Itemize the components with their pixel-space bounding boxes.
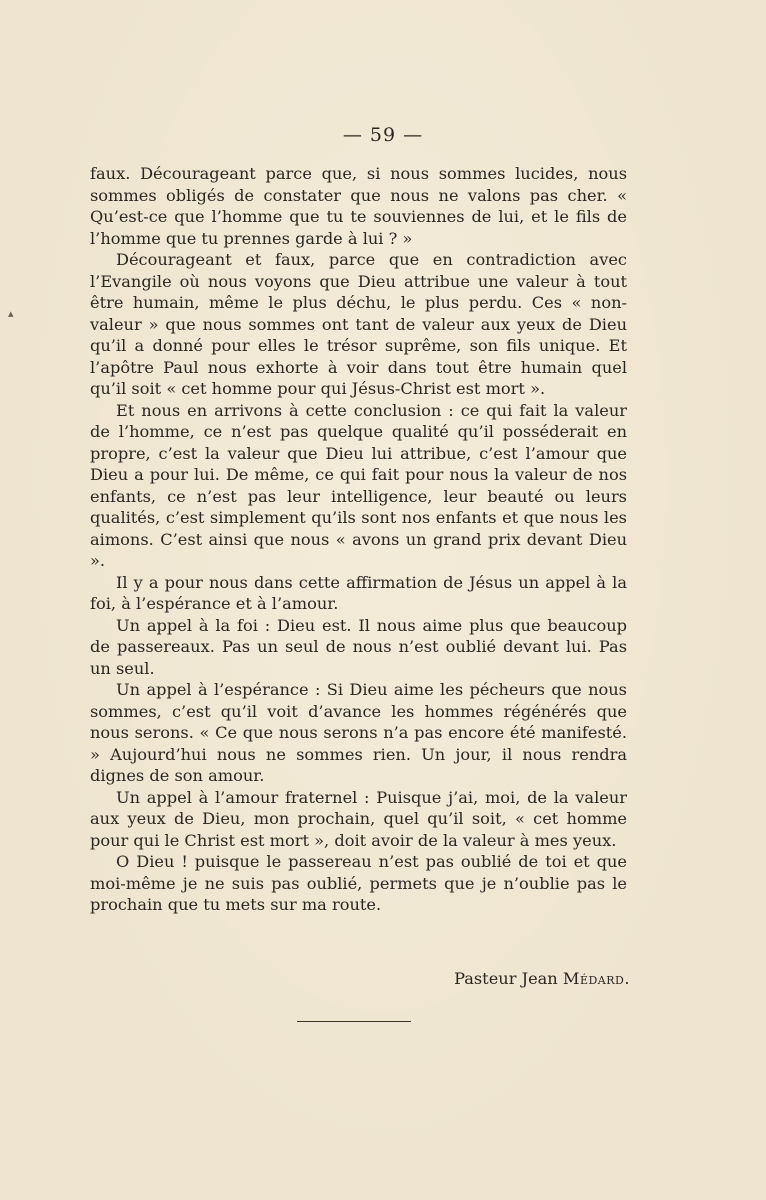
signature-surname: Médard. [562, 969, 630, 988]
paragraph: Et nous en arrivons à cette conclusion : ce qui fait la valeur de l’homme, ce n’est pas quelque qualité qu’il posséderait en propre, c’est la valeur que Dieu lui attribue, c’est l’amour que Dieu a pour lui. De même, ce qui fait pour nous la valeur de nos enfants, ce n’est pas leur intelligence, leur beauté ou leurs qualités, c’est simplement qu’ils sont nos enfants et que nous les aimons. C’est ainsi que nous « avons un grand prix devant Dieu ». [90, 400, 627, 570]
paragraph: Il y a pour nous dans cette affirmation de Jésus un appel à la foi, à l’espérance et à l’amour. [90, 572, 627, 613]
paragraph: Décourageant et faux, parce que en contradiction avec l’Evangile où nous voyons que Dieu attribue une valeur à tout être humain, même le plus déchu, le plus perdu. Ces « non-valeur » que nous sommes ont tant de valeur aux yeux de Dieu qu’il a donné pour elles le trésor suprême, son fils unique. Et l’apôtre Paul nous exhorte à voir dans tout être humain quel qu’il soit « cet homme pour qui Jésus-Christ est mort ». [90, 250, 627, 398]
paragraph: Un appel à l’espérance : Si Dieu aime les pécheurs que nous sommes, c’est qu’il voit d’avance les hommes régénérés que nous serons. « Ce que nous serons n’a pas encore été manifesté. » Aujourd’hui nous ne sommes rien. Un jour, il nous rendra dignes de son amour. [90, 680, 627, 785]
body-text [90, 163, 627, 916]
paragraph: O Dieu ! puisque le passereau n’est pas oublié de toi et que moi-même je ne suis pas oublié, permets que je n’oublie pas le prochain que tu mets sur ma route. [90, 852, 627, 914]
signature [454, 969, 630, 988]
paragraph: faux. Décourageant parce que, si nous sommes lucides, nous sommes obligés de constater que nous ne valons pas cher. « Qu’est-ce que l’homme que tu te souviennes de lui, et le fils de l’homme que tu prennes garde à lui ? » [90, 164, 627, 248]
paragraph: Un appel à l’amour fraternel : Puisque j’ai, moi, de la valeur aux yeux de Dieu, mon prochain, quel qu’il soit, « cet homme pour qui le Christ est mort », doit avoir de la valeur à mes yeux. [90, 787, 627, 850]
paragraph: Un appel à la foi : Dieu est. Il nous aime plus que beaucoup de passereaux. Pas un seul de nous n’est oublié devant lui. Pas un seul. [90, 615, 627, 678]
signature-prefix: Pasteur Jean [454, 969, 563, 988]
end-rule [297, 1021, 411, 1022]
page-number: — 59 — [342, 124, 424, 146]
margin-mark: ▴ [8, 307, 14, 320]
